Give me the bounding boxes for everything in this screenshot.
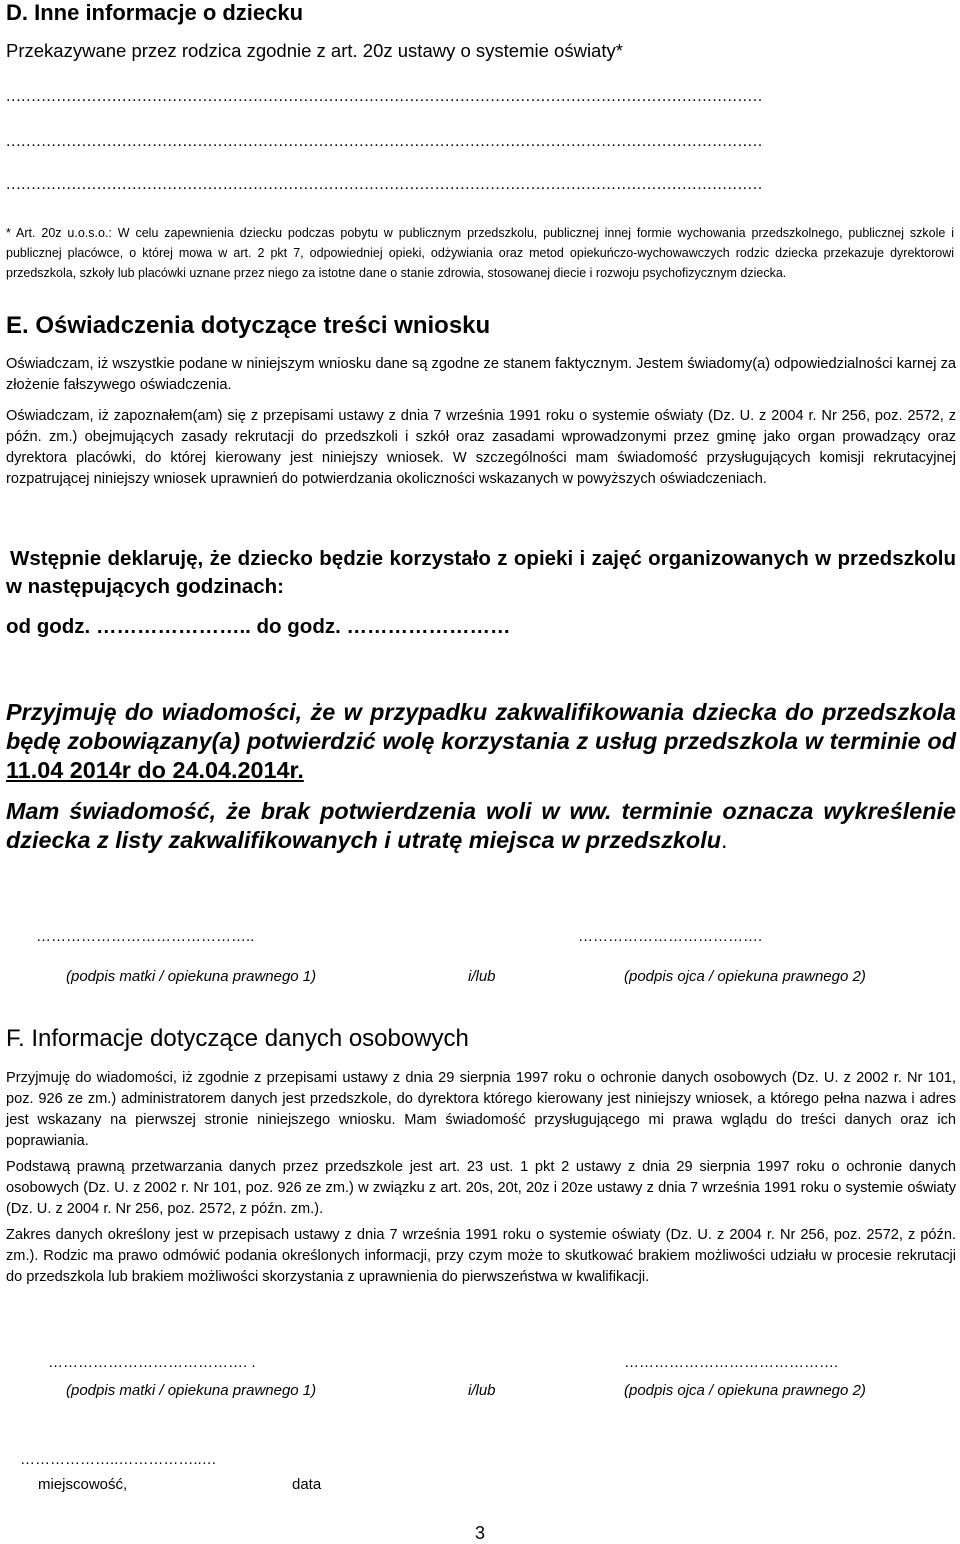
place-date-line: ………………..……………..…: [20, 1451, 217, 1468]
legal-basis-info: Podstawą prawną przetwarzania danych przez przedszkole jest art. 23 ust. 1 pkt 2 ustawy z dnia 29 sierpnia 1997 roku o ochronie danych osobowych (Dz. U. z 2002 r. Nr 101, poz. 926 ze zm.) w związku z art. 20s, 20t, 20z i 20ze ustawy z dnia 7 września 1991 roku o systemie oświaty (Dz. U. z 2004 r. Nr 256, poz. 2572, z późn. zm.).: [6, 1159, 956, 1217]
confirmation-notice: [6, 698, 956, 785]
signature-label-mother: (podpis matki / opiekuna prawnego 1): [66, 968, 317, 985]
dotted-line-2: ......................................................................................................................................................: [6, 133, 763, 150]
data-admin-info: Przyjmuję do wiadomości, iż zgodnie z przepisami ustawy z dnia 29 sierpnia 1997 roku o ochronie danych osobowych (Dz. U. z 2002 r. Nr 101, poz. 926 ze zm.) administratorem danych jest przedszkole, do dyrektora którego kierowany jest niniejszy wniosek, a którego pełna nazwa i adres jest wskazany na pierwszej stronie niniejszego wniosku. Mam świadomość przysługującego mi prawa wglądu do treści danych oraz ich poprawiania.: [6, 1070, 956, 1149]
dotted-line-1: ......................................................................................................................................................: [6, 88, 763, 105]
section-e-heading: E. Oświadczenia dotyczące treści wniosku: [6, 312, 491, 339]
place-label: miejscowość,: [38, 1476, 128, 1493]
statement-truthfulness: Oświadczam, iż wszystkie podane w niniejszym wniosku dane są zgodne ze stanem faktycznym. Jestem świadomy(a) odpowiedzialności karnej za złożenie fałszywego oświadczenia.: [6, 356, 956, 393]
hours-declaration: Wstępnie deklaruję, że dziecko będzie korzystało z opieki i zajęć organizowanych w przedszkolu w następujących godzinach:: [6, 547, 956, 598]
section-d-heading: D. Inne informacje o dziecku: [6, 0, 304, 25]
signature-line-mother-f: …………………………………. .: [48, 1354, 256, 1371]
hours-line: od godz. ………………….. do godz. ……………………: [6, 615, 511, 638]
data-scope-info: Zakres danych określony jest w przepisach ustawy z dnia 7 września 1991 roku o systemie oświaty (Dz. U. z 2004 r. Nr 256, poz. 2572, z późn. zm.). Rodzic ma prawo odmówić podania określonych informacji, przy czym może to skutkować brakiem możliwości udziału w procesie rekrutacji do przedszkola lub brakiem możliwości skorzystania z uprawnienia do pierwszeństwa w kwalifikacji.: [6, 1227, 956, 1285]
signature-label-father: (podpis ojca / opiekuna prawnego 2): [624, 968, 866, 985]
statement-regulations: Oświadczam, iż zapoznałem(am) się z przepisami ustawy z dnia 7 września 1991 roku o systemie oświaty (Dz. U. z 2004 r. Nr 256, poz. 2572, z późn. zm.) obejmujących zasady rekrutacji do przedszkoli i szkół oraz zasadami wprowadzonymi przez gminę jako organ prowadzący oraz dyrektora placówki, do której kierowany jest niniejszy wniosek. W szczególności mam świadomość przysługujących komisji rekrutacyjnej rozpatrującej niniejszy wniosek uprawnień do potwierdzania okoliczności wskazanych w powyższych oświadczeniach.: [6, 408, 956, 487]
footnote-art-20z: * Art. 20z u.o.s.o.: W celu zapewnienia dziecku podczas pobytu w publicznym przedszkolu, publicznej innej formie wychowania przedszkolnego, publicznej szkole i publicznej placówce, o której mowa w art. 2 pkt 7, odpowiedniej opieki, odżywiania oraz metod opiekuńczo-wychowawczych rodzic dziecka przekazuje dyrektorowi przedszkola, szkoły lub placówki uznane przez niego za istotne dane o stanie zdrowia, stosowanej diecie i rozwoju psychofizycznym dziecka.: [6, 226, 954, 280]
page-number: 3: [474, 1523, 485, 1543]
awareness-end: .: [720, 827, 728, 853]
awareness-text: Mam świadomość, że brak potwierdzenia woli w ww. terminie oznacza wykreślenie dziecka z listy zakwalifikowanych i utratę miejsca w przedszkolu: [6, 798, 956, 853]
signature-line-father: ……………………………….: [578, 928, 763, 945]
signature-label-or-f: i/lub: [468, 1382, 496, 1399]
section-f-heading: F. Informacje dotyczące danych osobowych: [6, 1025, 469, 1052]
signature-label-or: i/lub: [468, 968, 496, 985]
confirmation-text: Przyjmuję do wiadomości, że w przypadku zakwalifikowania dziecka do przedszkola będę zobowiązany(a) potwierdzić wolę korzystania z usług przedszkola w terminie od: [6, 699, 956, 754]
awareness-notice: [6, 797, 956, 855]
signature-line-mother: ……………………………………..: [36, 928, 255, 945]
signature-line-father-f: …………………………………….: [624, 1354, 839, 1371]
date-label: data: [292, 1476, 322, 1493]
section-d-subtitle: Przekazywane przez rodzica zgodnie z art. 20z ustawy o systemie oświaty*: [6, 40, 623, 61]
dotted-line-3: ......................................................................................................................................................: [6, 176, 763, 193]
confirmation-dates: 11.04 2014r do 24.04.2014r.: [6, 757, 304, 783]
signature-label-father-f: (podpis ojca / opiekuna prawnego 2): [624, 1382, 866, 1399]
signature-label-mother-f: (podpis matki / opiekuna prawnego 1): [66, 1382, 317, 1399]
